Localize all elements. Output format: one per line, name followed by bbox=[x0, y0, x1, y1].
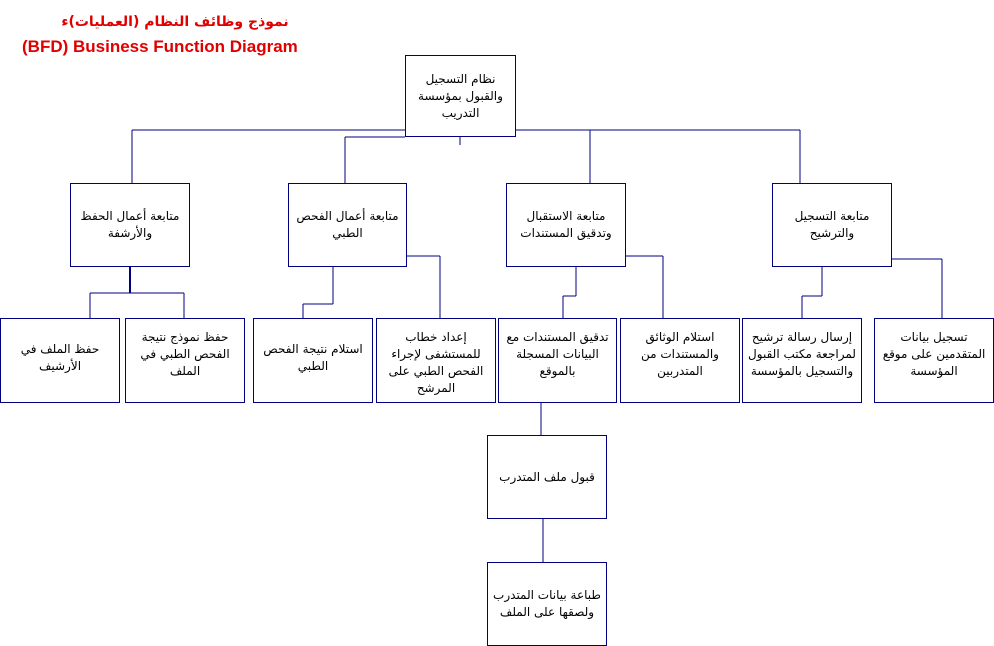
accept-file-box bbox=[487, 435, 607, 519]
receive-documents-label: استلام الوثائق والمستندات من المتدربين bbox=[641, 330, 719, 378]
print-data-label: طباعة بيانات المتدرب ولصقها على الملف bbox=[493, 588, 601, 619]
root-label: نظام التسجيل والقبول بمؤسسة التدريب bbox=[418, 71, 503, 120]
receive-documents-box bbox=[620, 318, 740, 403]
verify-documents-label: تدقيق المستندات مع البيانات المسجلة بالموقع bbox=[506, 330, 609, 378]
registration-box bbox=[772, 183, 892, 267]
save-medical-form-box bbox=[125, 318, 245, 403]
print-data-box bbox=[487, 562, 607, 646]
archiving-box bbox=[70, 183, 190, 267]
reception-box bbox=[506, 183, 626, 267]
register-applicants-label: تسجيل بيانات المتقدمين على موقع المؤسسة bbox=[882, 330, 986, 378]
reception-label: متابعة الاستقبال وتدقيق المستندات bbox=[520, 209, 612, 240]
send-nomination-label: إرسال رسالة ترشيح لمراجعة مكتب القبول والتسجيل بالمؤسسة bbox=[748, 330, 856, 378]
diagram-title-english: (BFD) Business Function Diagram bbox=[22, 37, 298, 56]
receive-medical-result-label: استلام نتيجة الفحص الطبي bbox=[263, 342, 363, 373]
hospital-letter-label: إعداد خطاب للمستشفى لإجراء الفحص الطبي على المرشح bbox=[388, 330, 484, 395]
verify-documents-box bbox=[498, 318, 617, 403]
archiving-label: متابعة أعمال الحفظ والأرشفة bbox=[80, 209, 180, 240]
send-nomination-box bbox=[742, 318, 862, 403]
medical-box bbox=[288, 183, 407, 267]
receive-medical-result-box bbox=[253, 318, 373, 403]
save-medical-form-label: حفظ نموذج نتيجة الفحص الطبي في الملف bbox=[140, 330, 230, 378]
save-archive-label: حفظ الملف في الأرشيف bbox=[20, 342, 100, 373]
hospital-letter-box bbox=[376, 318, 496, 403]
registration-label: متابعة التسجيل والترشيح bbox=[794, 209, 870, 240]
medical-label: متابعة أعمال الفحص الطبي bbox=[296, 209, 399, 240]
save-archive-box bbox=[0, 318, 120, 403]
register-applicants-box bbox=[874, 318, 994, 403]
root-box bbox=[405, 55, 516, 137]
diagram-title-arabic: نموذج وظائف النظام (العمليات)ء bbox=[61, 14, 289, 30]
accept-file-label: قبول ملف المتدرب bbox=[499, 469, 595, 484]
